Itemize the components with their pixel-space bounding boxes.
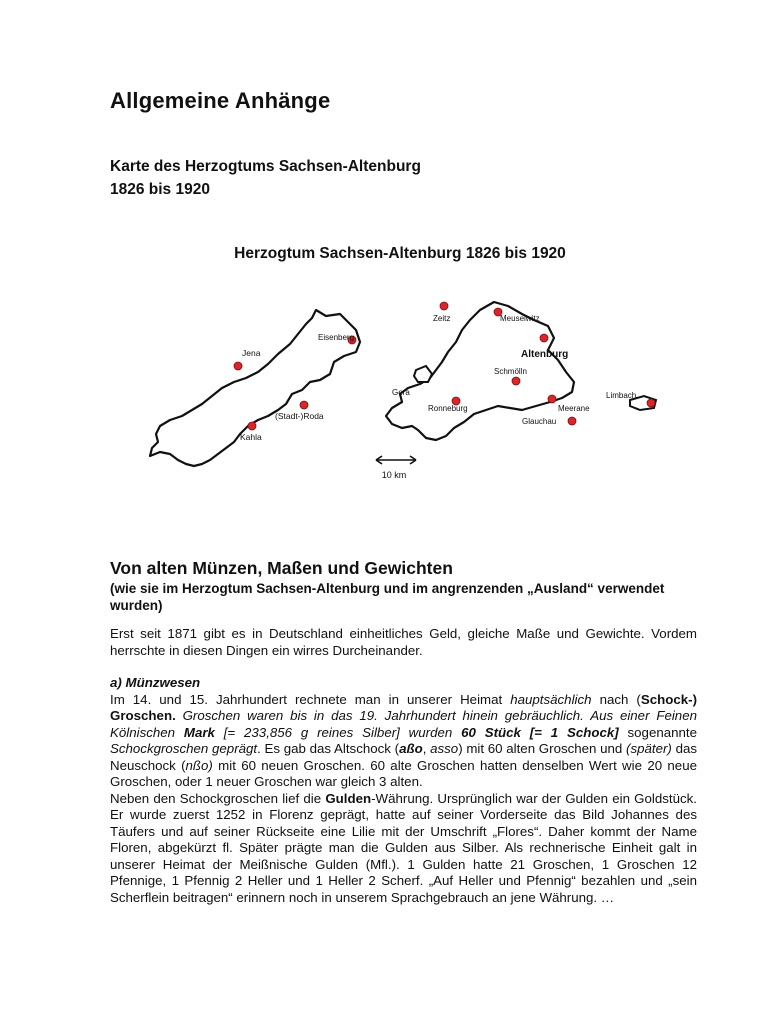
intro-paragraph: Erst seit 1871 gibt es in Deutschland einheitliches Geld, gleiche Maße und Gewichte. Vordem herrschte in diesen Dingen ein wirres Durcheinander. <box>110 626 697 658</box>
place-label: Kahla <box>240 432 262 442</box>
text-run: -Währung. Ursprünglich war der Gulden ein Goldstück. Er wurde zuerst 1252 in Florenz geprägt, hatte auf seiner Vorderseite das Bild Johannes des Täufers und auf seiner Rückseite eine Lilie mit der Umschrift „Flores“. Daher kommt der Name Floren, abgekürzt fl. Später prägte man die Gulden aus Silber. Als rechnerische Einheit galt in unserer Heimat der Meißnische Gulden (Mfl.). 1 Gulden hatte 21 Groschen, 1 Groschen 12 Pfennige, 1 Pfennig 2 Heller und 1 Heller 2 Scherf. „Auf Heller und Pfennig“ bezahlen und „sein Scherflein beitragen“ erinnern noch in unserem Sprachgebrauch an jene Währung. … <box>110 790 697 905</box>
place-marker <box>440 302 448 310</box>
place-marker <box>540 334 548 342</box>
text-run: asso <box>430 741 459 756</box>
text-run: sogenannte <box>618 724 698 740</box>
place-label: Meuselwitz <box>500 314 540 323</box>
map-scale-label: 10 km <box>381 470 407 480</box>
text-run: Mark <box>183 724 215 740</box>
map-place-zeitz <box>433 302 450 323</box>
text-run: [= 233,856 g reines Silber] wurden <box>214 724 462 740</box>
text-run: 60 Stück [= 1 Schock] <box>461 724 619 740</box>
coinage-section <box>110 675 697 906</box>
map-scale-bar <box>376 456 416 480</box>
coinage-paragraph-groschen <box>110 692 697 791</box>
map-section-years: 1826 bis 1920 <box>110 181 210 198</box>
page-title: Allgemeine Anhänge <box>110 88 331 113</box>
map-section-heading: Karte des Herzogtums Sachsen-Altenburg <box>110 158 421 175</box>
coinage-heading: a) Münzwesen <box>110 675 201 690</box>
place-label: Jena <box>242 348 261 358</box>
text-run: Schockgroschen geprägt <box>110 741 258 756</box>
coins-section-heading: Von alten Münzen, Maßen und Gewichten <box>110 558 453 578</box>
map-place-jena <box>234 348 261 370</box>
map-place-glauchau <box>522 417 576 426</box>
place-label: Gera <box>392 388 410 397</box>
text-run: Schock-) Groschen. <box>110 691 697 723</box>
text-run: das Neuschock ( <box>110 741 698 773</box>
place-marker <box>248 422 256 430</box>
text-run: , <box>422 741 431 756</box>
place-label: Altenburg <box>521 349 569 360</box>
text-run: Gulden <box>325 790 372 806</box>
text-run: Neben den Schockgroschen lief die <box>110 790 326 806</box>
place-label: (Stadt-)Roda <box>275 411 324 421</box>
text-run: Groschen waren bis in das 19. Jahrhundert hinein gebräuchlich. Aus einer Feinen Kölnischen <box>110 708 697 740</box>
map-place-gera <box>392 388 410 397</box>
text-run: nach ( <box>591 691 641 707</box>
text-run: . Es gab das Altschock ( <box>257 741 400 756</box>
text-run: ) mit 60 alten Groschen und <box>458 741 627 756</box>
text-run: aßo <box>399 741 423 756</box>
text-run: mit 60 neuen Groschen. 60 alte Groschen hatten denselben Wert wie 20 neue Groschen, oder 1 neuer Groschen war gleich 3 alten. <box>110 757 697 789</box>
place-label: Glauchau <box>522 417 557 426</box>
text-run <box>176 708 183 723</box>
place-label: Schmölln <box>494 367 527 376</box>
text-run: nßo) <box>185 757 213 773</box>
text-run: Im 14. und 15. Jahrhundert rechnete man in unserer Heimat <box>110 691 511 707</box>
map-exclave-gera <box>414 366 432 382</box>
place-marker <box>548 395 556 403</box>
duchy-map <box>130 230 670 490</box>
place-marker <box>234 362 242 370</box>
place-label: Meerane <box>558 404 590 413</box>
place-label: Limbach <box>606 391 637 400</box>
place-marker <box>568 417 576 425</box>
coins-section-subtitle: (wie sie im Herzogtum Sachsen-Altenburg und im angrenzenden „Ausland“ verwendet wurden) <box>110 581 665 613</box>
map-place-meerane <box>548 395 590 413</box>
map-title: Herzogtum Sachsen-Altenburg 1826 bis 1920 <box>234 245 566 262</box>
coinage-paragraph-gulden <box>110 791 697 907</box>
text-run: (später) <box>626 741 672 756</box>
place-marker <box>300 401 308 409</box>
place-label: Eisenberg <box>318 333 355 342</box>
place-marker <box>647 399 655 407</box>
text-run: hauptsächlich <box>510 691 592 707</box>
place-label: Ronneburg <box>428 404 468 413</box>
place-label: Zeitz <box>433 314 451 323</box>
place-marker <box>512 377 520 385</box>
